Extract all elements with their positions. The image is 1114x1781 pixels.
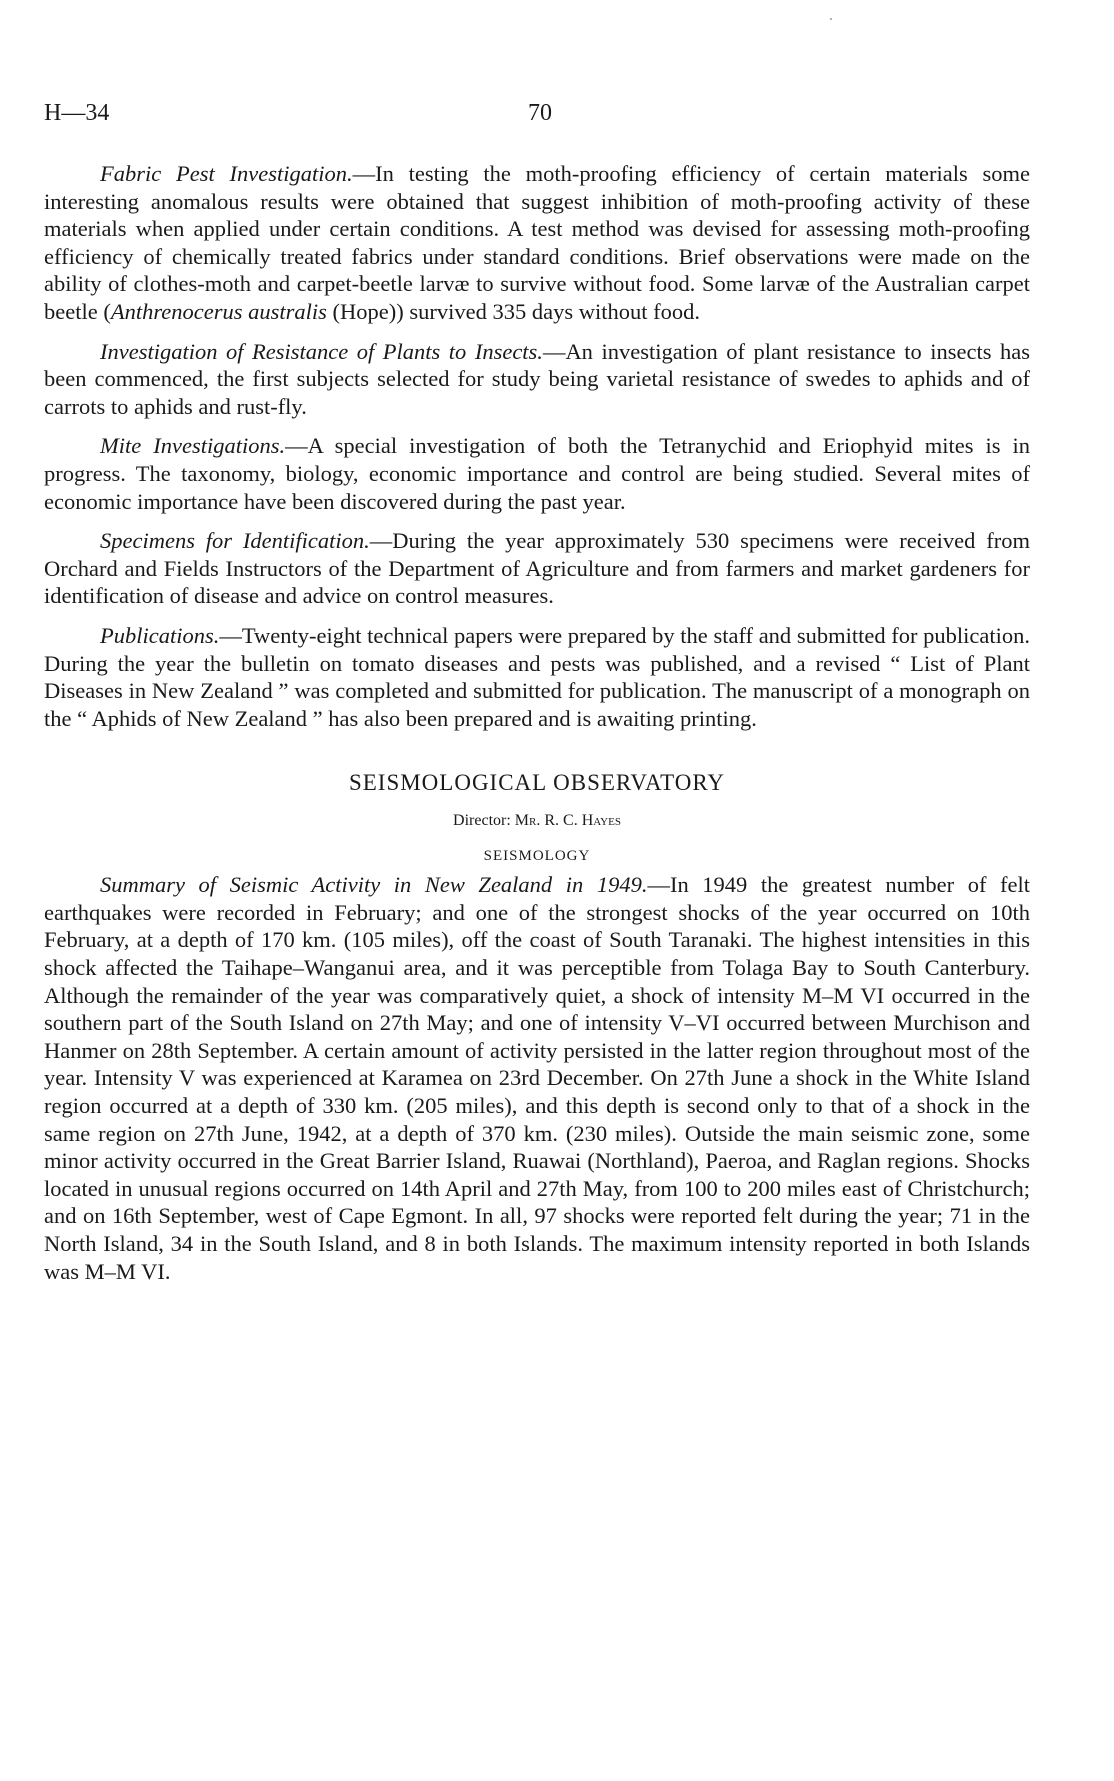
paragraph-text: —An investigation of plant resistance to insects has been commenced, the first subjects selected for study being varietal resistance of swedes to aphids and of carrots to aphids and rust-fly.	[44, 338, 1030, 419]
section-subheading: SEISMOLOGY	[483, 848, 591, 865]
director-name: Mr. R. C. Hayes	[514, 812, 621, 830]
paragraph-text: —A special investigation of both the Tetranychid and Eriophyid mites is in progress. The taxonomy, biology, economic importance and control are being studied. Several mites of economic importance have been discovered during the past year.	[44, 433, 1030, 514]
paragraph-seismic-summary	[44, 871, 1030, 1285]
paragraph-text: —During the year approximately 530 specimens were received from Orchard and Fields Instructors of the Department of Agriculture and from farmers and market gardeners for identification of disease and advice on control measures.	[44, 528, 1030, 609]
section-title: SEISMOLOGICAL OBSERVATORY	[348, 770, 726, 796]
page-header	[44, 100, 1044, 136]
paragraph-text-end: (Hope)) survived 335 days without food.	[326, 298, 700, 324]
paragraph-specimens	[44, 527, 1030, 610]
paragraph-heading: Mite Investigations.	[100, 433, 286, 459]
paragraph-text: —In 1949 the greatest number of felt earthquakes were recorded in February; and one of the strongest shocks of the year occurred on 10th February, at a depth of 170 km. (105 miles), off the coast of South Taranaki. The highest intensities in this shock affected the Taihape–Wanganui area, and it was perceptible from Tolaga Bay to South Canterbury. Although the remainder of the year was comparatively quiet, a shock of intensity M–M VI occurred in the southern part of the South Island on 27th May; and one of intensity V–VI occurred between Murchison and Hanmer on 28th September. A certain amount of activity persisted in the latter region throughout most of the year. Intensity V was experienced at Karamea on 23rd December. On 27th June a shock in the White Island region occurred at a depth of 330 km. (205 miles), and this depth is second only to that of a shock in the same region on 27th June, 1942, at a depth of 370 km. (230 miles). Outside the main seismic zone, some minor activity occurred in the Great Barrier Island, Ruawai (Northland), Paeroa, and Raglan regions. Shocks located in unusual regions occurred on 14th April and 27th May, from 100 to 200 miles east of Christchurch; and on 16th September, west of Cape Egmont. In all, 97 shocks were reported felt during the year; 71 in the North Island, 34 in the South Island, and 8 in both Islands. The maximum intensity reported in both Islands was M–M VI.	[44, 872, 1031, 1284]
director-label: Director:	[453, 812, 515, 830]
paragraph-fabric-pest	[44, 160, 1030, 326]
paragraph-text: —In testing the moth-proofing efficiency of certain materials some interesting anomalous results were obtained that suggest inhibition of moth-proofing activity of these materials when applied under certain conditions. A test method was devised for assessing moth-proofing efficiency of chemically treated fabrics under standard conditions. Brief observations were made on the ability of clothes-moth and carpet-beetle larvæ to survive without food. Some larvæ of the Australian carpet beetle (	[44, 161, 1030, 324]
paragraph-mite-investigations	[44, 432, 1030, 515]
species-name: Anthrenocerus australis	[110, 298, 327, 324]
document-reference: H—34	[44, 100, 110, 126]
paragraph-heading: Specimens for Identification.	[100, 528, 370, 554]
scan-speck	[830, 18, 832, 20]
page-number: 70	[528, 100, 552, 126]
paragraph-heading: Fabric Pest Investigation.	[100, 161, 353, 186]
paragraph-heading: Publications.	[100, 622, 220, 648]
paragraph-heading: Investigation of Resistance of Plants to Insects.	[100, 338, 543, 364]
paragraph-publications	[44, 622, 1030, 732]
paragraph-text: —Twenty-eight technical papers were prepared by the staff and submitted for publication. During the year the bulletin on tomato diseases and pests was published, and a revised “ List of Plant Diseases in New Zealand ” was completed and submitted for publication. The manuscript of a monograph on the “ Aphids of New Zealand ” has also been prepared and is awaiting printing.	[44, 622, 1030, 731]
paragraph-heading: Summary of Seismic Activity in New Zealand in 1949.	[100, 872, 648, 898]
page-body	[44, 160, 1030, 1297]
paragraph-plant-resistance	[44, 338, 1030, 421]
section-director	[44, 812, 1030, 830]
